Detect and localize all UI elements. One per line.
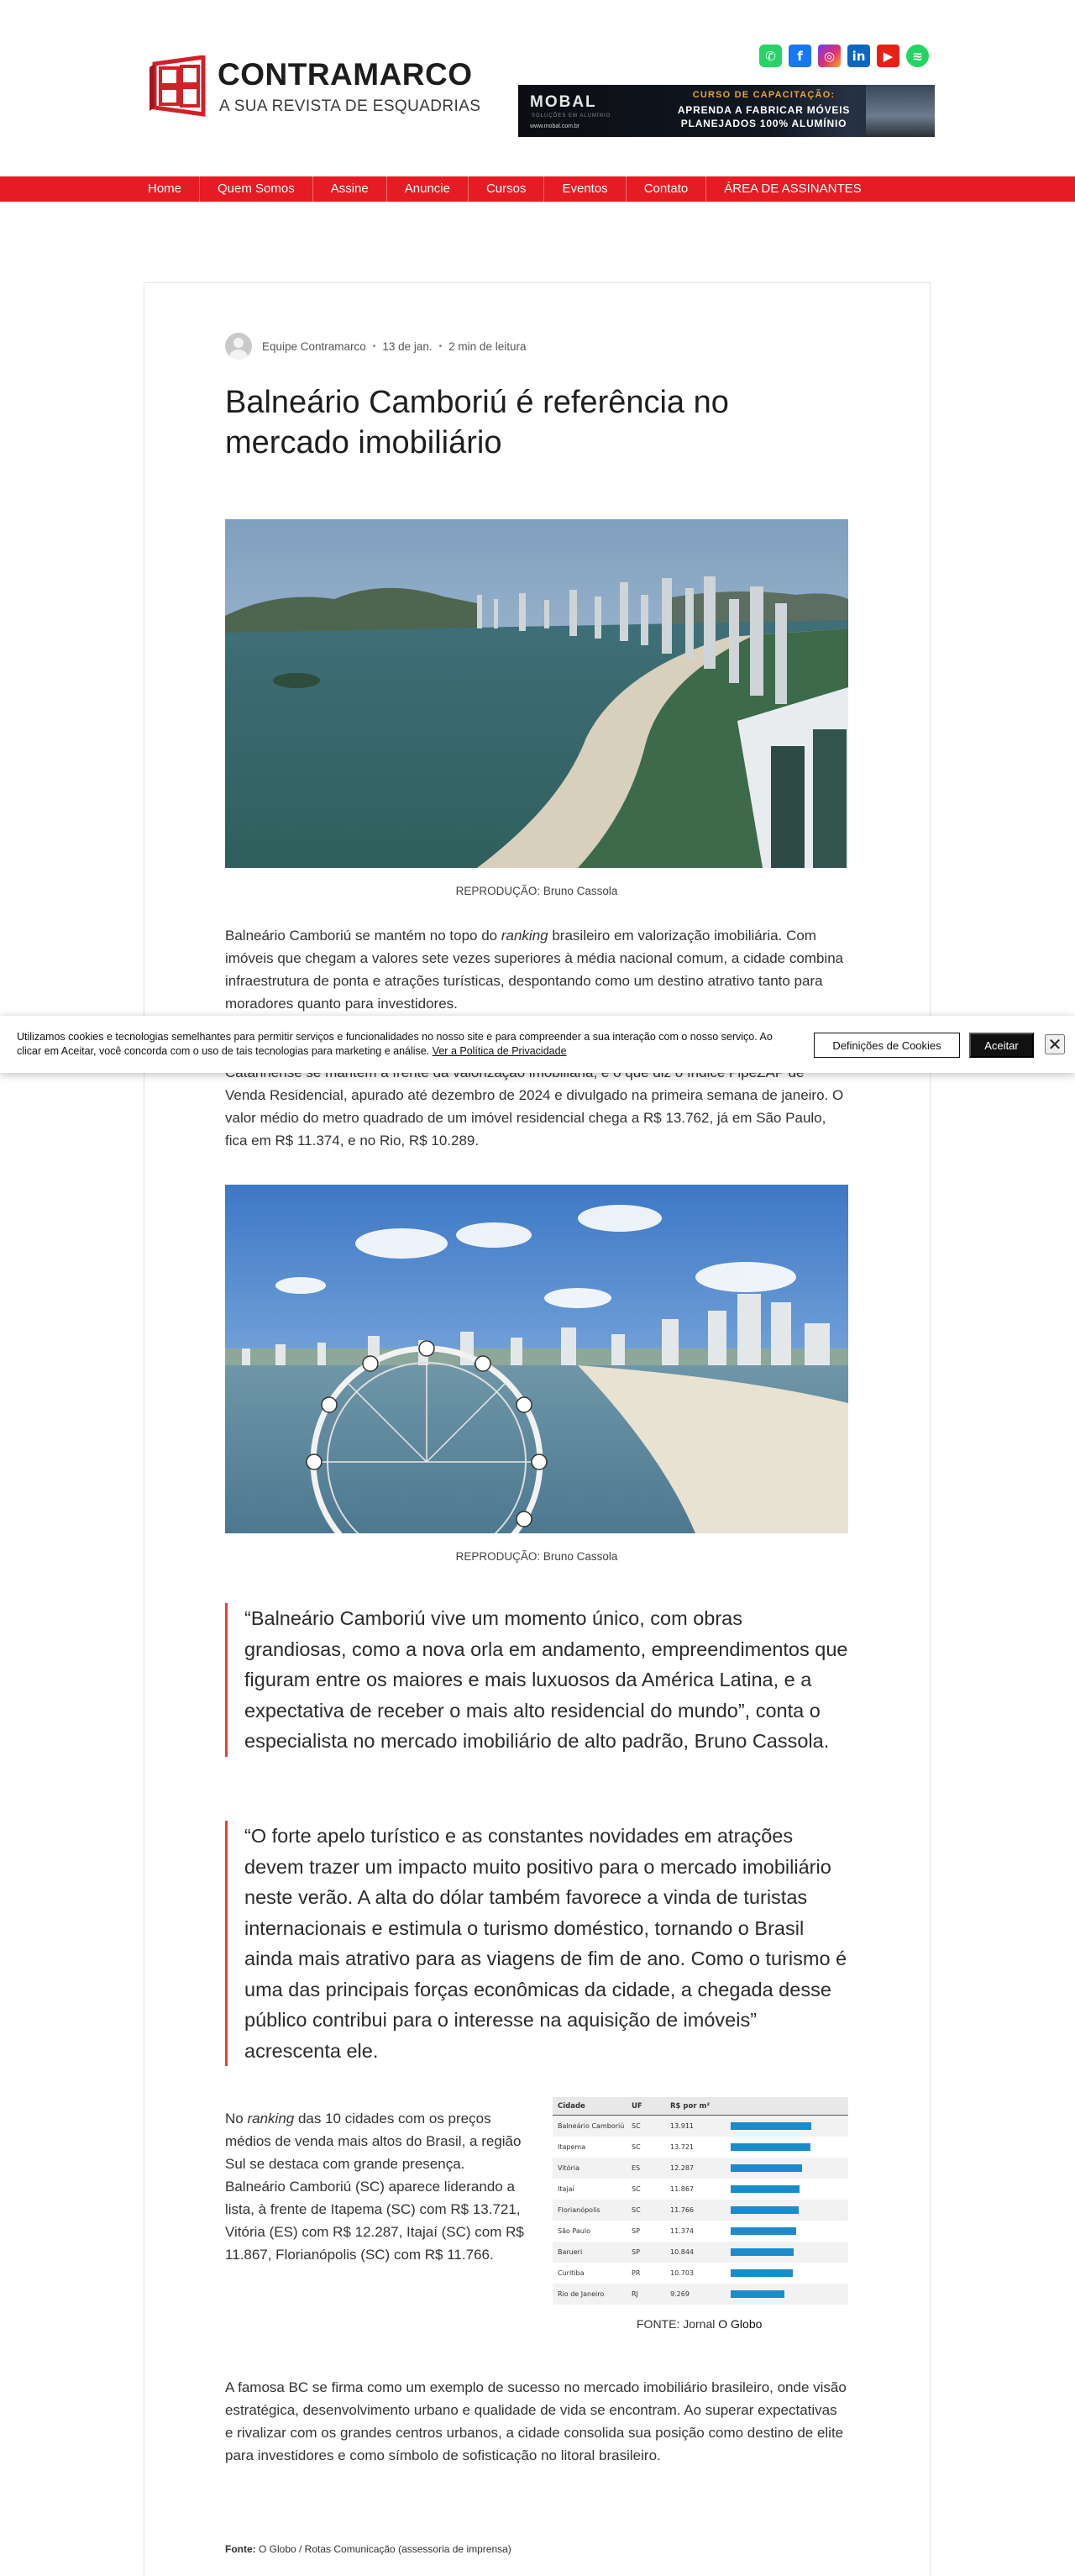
post-meta — [225, 333, 526, 360]
author-avatar[interactable] — [225, 333, 252, 360]
cell-bar — [731, 2200, 848, 2221]
cell-price: 9.269 — [670, 2290, 690, 2298]
cell-uf: ES — [632, 2164, 641, 2172]
cell-price: 12.287 — [670, 2164, 694, 2172]
logo-title: CONTRAMARCO — [218, 57, 473, 92]
table-row — [553, 2284, 848, 2305]
article-sources — [225, 2543, 511, 2555]
table-row — [553, 2242, 848, 2263]
banner-brand: MOBAL — [530, 93, 597, 111]
cell-bar — [731, 2284, 848, 2305]
nav-item-anuncie[interactable]: Anuncie — [386, 176, 468, 202]
accept-cookies-button[interactable]: Aceitar — [969, 1033, 1034, 1058]
price-bar — [731, 2164, 802, 2172]
spotify-icon[interactable]: ≋ — [906, 45, 929, 67]
youtube-icon[interactable]: ▶ — [877, 45, 899, 67]
cell-bar — [731, 2242, 848, 2263]
cell-city: Barueri — [558, 2248, 583, 2256]
site-header — [0, 0, 1075, 176]
cell-city: Curitiba — [558, 2269, 585, 2277]
nav-item-cursos[interactable]: Cursos — [468, 176, 544, 202]
ranking-table[interactable] — [553, 2097, 848, 2305]
column-header-bar — [731, 2095, 848, 2116]
cell-price: 11.766 — [670, 2206, 694, 2214]
cookie-banner — [0, 1016, 1075, 1073]
cell-price: 11.867 — [670, 2185, 694, 2193]
table-row — [553, 2158, 848, 2179]
pull-quote: “Balneário Camboriú vive um momento único, com obras grandiosas, como a nova orla em andamento, empreendimentos que figuram entre os maiores e mais luxuosos da América Latina, e a expectativa de receber o mais alto residencial do mundo”, conta o especialista no mercado imobiliário de alto padrão, Bruno Cassola. — [225, 1603, 848, 1757]
table-body — [553, 2116, 848, 2305]
cell-uf: SC — [632, 2206, 641, 2214]
nav-item-contato[interactable]: Contato — [626, 176, 706, 202]
cell-bar — [731, 2116, 848, 2137]
cell-bar — [731, 2137, 848, 2158]
ad-banner[interactable] — [518, 85, 935, 137]
privacy-policy-link[interactable]: Ver a Política de Privacidade — [432, 1045, 567, 1057]
cell-uf: SP — [632, 2227, 640, 2235]
table-row — [553, 2263, 848, 2284]
cookie-settings-button[interactable]: Definições de Cookies — [814, 1033, 960, 1058]
table-row — [553, 2221, 848, 2242]
post-date: 13 de jan. — [382, 339, 433, 353]
cell-city: Balneário Camboriú — [558, 2122, 625, 2130]
nav-item-area-assinantes[interactable]: ÁREA DE ASSINANTES — [705, 176, 878, 202]
table-row — [553, 2137, 848, 2158]
article-photo-ferris-wheel[interactable] — [225, 1185, 848, 1533]
banner-line3: PLANEJADOS 100% ALUMÍNIO — [680, 118, 847, 129]
cell-bar — [731, 2263, 848, 2284]
price-bar — [731, 2185, 800, 2193]
cell-uf: PR — [632, 2269, 641, 2277]
paragraph-text: Balneário Camboriú (SC) aparece liderando a lista, à frente de Itapema (SC) com R$ 13.721, Vitória (ES) com R$ 12.287, Itajaí (SC) com R$ 11.867, Florianópolis (SC) com R$ 11.766. — [225, 2179, 524, 2263]
source-name: O Globo — [718, 2317, 763, 2331]
table-row — [553, 2179, 848, 2200]
banner-headline — [661, 103, 867, 130]
photo-caption: REPRODUÇÃO: Bruno Cassola — [455, 885, 618, 897]
paragraph-text: Balneário Camboriú se mantém no topo do — [225, 928, 501, 944]
paragraph-text: brasileiro em valorização imobiliária. Com imóveis que chegam a valores sete vezes superiores à média nacional comum, a cidade combina infraestrutura de ponta e atrações turísticas, despontando como um destino atrativo tanto para moradores quanto para investidores. — [225, 928, 844, 1012]
cell-bar — [731, 2158, 848, 2179]
table-source — [637, 2317, 762, 2331]
cell-uf: SP — [632, 2248, 640, 2256]
cookie-text: Utilizamos cookies e tecnologias semelhantes para permitir serviços e funcionalidades no nosso site e para compreender a sua interação com o nosso serviço. Ao clicar em Aceitar, você concorda com o uso de tais tecnologias para marketing e análise. — [17, 1031, 773, 1057]
article-paragraph: Venda Residencial, apurado até dezembro de 2024 e divulgado na primeira semana de janeiro. O valor médio do metro quadrado de um imóvel residencial chega a R$ 13.762, já em São Paulo, fica em R$ 11.374, e no Rio, R$ 10.289. — [225, 1087, 844, 1149]
cell-city: Florianópolis — [558, 2206, 600, 2214]
price-bar — [731, 2206, 799, 2214]
article-paragraph — [225, 924, 848, 1015]
column-header-uf: UF — [632, 2101, 642, 2111]
cell-uf: SC — [632, 2143, 641, 2151]
banner-brand-tag: SOLUÇÕES EM ALUMÍNIO — [532, 113, 611, 118]
site-logo[interactable] — [148, 55, 484, 123]
ranking-paragraph — [225, 2107, 529, 2266]
nav-item-quem-somos[interactable]: Quem Somos — [199, 176, 312, 202]
cell-bar — [731, 2179, 848, 2200]
social-links — [759, 45, 929, 68]
whatsapp-icon[interactable]: ✆ — [759, 45, 782, 67]
pull-quote: “O forte apelo turístico e as constantes novidades em atrações devem trazer um impacto muito positivo para o mercado imobiliário neste verão. A alta do dólar também favorece a vinda de turistas internacionais e estimula o turismo doméstico, tornando o Brasil ainda mais atrativo para as viagens de fim de ano. Como o turismo é uma das principais forças econômicas da cidade, a chegada desse público contribui para o interesse na aquisição de imóveis” acrescenta ele. — [225, 1821, 848, 2066]
price-bar — [731, 2122, 811, 2130]
main-nav — [0, 176, 1075, 202]
source-prefix: FONTE: Jornal — [637, 2317, 719, 2331]
banner-image — [866, 85, 935, 137]
price-bar — [731, 2269, 793, 2277]
article-title: Balneário Camboriú é referência no mercado imobiliário — [225, 385, 729, 460]
price-bar — [731, 2248, 794, 2256]
price-bar — [731, 2290, 784, 2298]
price-bar — [731, 2227, 796, 2235]
table-row — [553, 2116, 848, 2137]
instagram-icon[interactable]: ◎ — [818, 45, 841, 67]
cell-uf: RJ — [632, 2290, 638, 2298]
photo-caption: REPRODUÇÃO: Bruno Cassola — [455, 1550, 618, 1563]
facebook-icon[interactable]: f — [789, 45, 811, 67]
table-header — [553, 2097, 848, 2116]
read-time: 2 min de leitura — [448, 339, 527, 353]
banner-url: www.mobal.com.br — [530, 124, 580, 129]
paragraph-text: No — [225, 2111, 248, 2127]
banner-line2: APRENDA A FABRICAR MÓVEIS — [677, 104, 851, 116]
cell-city: Itapema — [558, 2143, 586, 2151]
author-name[interactable]: Equipe Contramarco — [262, 339, 366, 353]
column-header-city: Cidade — [558, 2101, 585, 2111]
cell-bar — [731, 2221, 848, 2242]
cell-uf: SC — [632, 2122, 641, 2130]
nav-item-assine[interactable]: Assine — [312, 176, 386, 202]
cell-price: 11.374 — [670, 2227, 694, 2235]
paragraph-emphasis: ranking — [501, 928, 548, 944]
cookie-message — [17, 1030, 789, 1059]
sources-label: Fonte: — [225, 2543, 256, 2555]
cell-price: 13.721 — [670, 2143, 694, 2151]
cell-price: 10.844 — [670, 2248, 694, 2256]
article-photo-beach[interactable] — [225, 519, 848, 868]
banner-line1: CURSO DE CAPACITAÇÃO: — [692, 90, 836, 100]
cell-uf: SC — [632, 2185, 641, 2193]
close-icon[interactable]: ✕ — [1045, 1034, 1065, 1054]
cell-city: São Paulo — [558, 2227, 590, 2235]
price-bar — [731, 2143, 810, 2151]
article-paragraph: A famosa BC se firma como um exemplo de sucesso no mercado imobiliário brasileiro, onde visão estratégica, desenvolvimento urbano e qualidade de vida se encontram. Ao superar expectativas e rivalizar com os grandes centros urbanos, a cidade consolida sua posição como destino de elite para investidores e como símbolo de sofisticação no litoral brasileiro. — [225, 2379, 847, 2463]
cell-price: 13.911 — [670, 2122, 694, 2130]
cell-price: 10.703 — [670, 2269, 694, 2277]
cell-city: Vitória — [558, 2164, 579, 2172]
nav-item-home[interactable]: Home — [148, 181, 182, 196]
meta-separator: • — [372, 341, 376, 351]
meta-separator: • — [438, 341, 443, 351]
cell-city: Rio de Janeiro — [558, 2290, 605, 2298]
linkedin-icon[interactable]: in — [847, 45, 870, 67]
column-header-price: R$ por m² — [670, 2101, 711, 2111]
paragraph-emphasis: ranking — [247, 2111, 295, 2127]
table-row — [553, 2200, 848, 2221]
nav-item-eventos[interactable]: Eventos — [543, 176, 625, 202]
cell-city: Itajaí — [558, 2185, 574, 2193]
sources-text: O Globo / Rotas Comunicação (assessoria de imprensa) — [255, 2543, 511, 2555]
window-logo-icon — [148, 55, 208, 119]
paragraph-text: das 10 cidades com os preços médios de venda mais altos do Brasil, a região Sul se destaca com grande presença. — [225, 2111, 522, 2172]
logo-subtitle: A SUA REVISTA DE ESQUADRIAS — [219, 97, 481, 115]
